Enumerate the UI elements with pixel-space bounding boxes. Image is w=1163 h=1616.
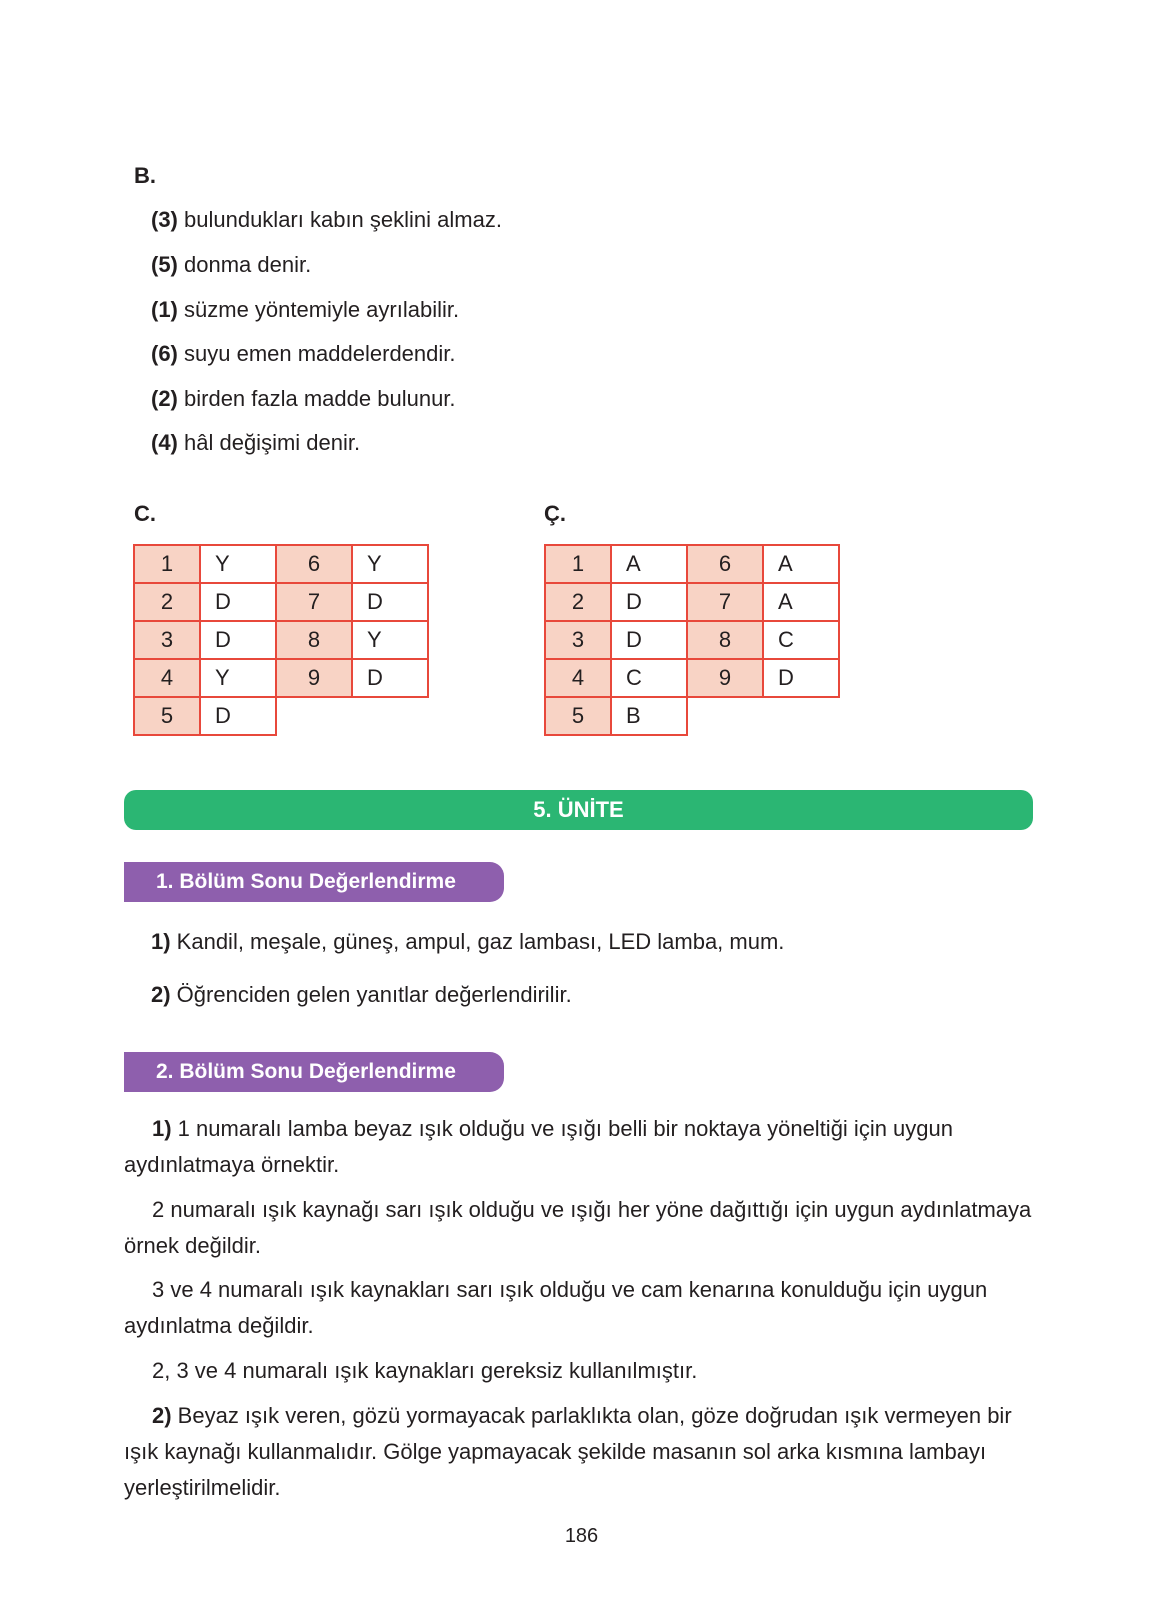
answer-table-cc (544, 544, 840, 736)
table-row (134, 545, 428, 583)
item-number: 1) (151, 929, 171, 954)
table-cell: D (200, 583, 276, 621)
item-number: (6) (151, 341, 178, 366)
item-text: suyu emen maddelerdendir. (177, 341, 456, 366)
item-text: süzme yöntemiyle ayrılabilir. (177, 297, 460, 322)
eval2-paragraph (124, 1111, 1036, 1183)
page-number: 186 (564, 1525, 599, 1547)
paragraph-text: 2, 3 ve 4 numaralı ışık kaynakları gereksiz kullanılmıştır. (152, 1358, 698, 1383)
table-row (134, 659, 428, 697)
table-cell: D (352, 659, 428, 697)
table-cell: 3 (545, 621, 611, 659)
eval1-item (151, 929, 784, 955)
table-cell: D (611, 621, 687, 659)
eval1-item (151, 982, 572, 1008)
section-b-item (151, 252, 311, 278)
section-cc-label: Ç. (544, 501, 566, 526)
section-b-item (151, 341, 456, 367)
item-number: 2) (151, 982, 171, 1007)
item-number: (2) (151, 386, 178, 411)
item-number: (3) (151, 207, 178, 232)
unit-title-bar: 5. ÜNİTE (124, 790, 1033, 830)
section-b-label: B. (134, 163, 156, 188)
table-cell: 2 (134, 583, 200, 621)
eval2-title: 2. Bölüm Sonu Değerlendirme (124, 1052, 504, 1092)
table-cell: Y (200, 545, 276, 583)
section-b-item (151, 430, 360, 456)
item-number: (1) (151, 297, 178, 322)
item-text: birden fazla madde bulunur. (177, 386, 456, 411)
table-cell: Y (352, 621, 428, 659)
answer-table-c (133, 544, 429, 736)
paragraph-text: 2 numaralı ışık kaynağı sarı ışık olduğu ve ışığı her yöne dağıttığı için uygun aydınlatmaya örnek değildir. (124, 1197, 1032, 1258)
item-number: 1) (152, 1116, 172, 1141)
eval1-title: 1. Bölüm Sonu Değerlendirme (124, 862, 504, 902)
table-cell: 9 (276, 659, 352, 697)
table-cell: 8 (687, 621, 763, 659)
item-number: (5) (151, 252, 178, 277)
table-cell: A (611, 545, 687, 583)
table-cell: 4 (545, 659, 611, 697)
paragraph-text: Beyaz ışık veren, gözü yormayacak parlaklıkta olan, göze doğrudan ışık vermeyen bir ışık kaynağı kullanmalıdır. Gölge yapmayacak şekilde masanın sol arka kısmına lambayı yerleştirilmelidir. (124, 1403, 1012, 1500)
section-b-item (151, 207, 502, 233)
table-cell: D (200, 621, 276, 659)
table-cell: 4 (134, 659, 200, 697)
table-cell: 7 (687, 583, 763, 621)
table-cell: 6 (276, 545, 352, 583)
paragraph-text: 1 numaralı lamba beyaz ışık olduğu ve ışığı belli bir noktaya yöneltiği için uygun aydınlatmaya örnektir. (124, 1116, 953, 1177)
table-row (545, 621, 839, 659)
item-text: bulundukları kabın şeklini almaz. (177, 207, 502, 232)
table-row (134, 583, 428, 621)
item-text: Kandil, meşale, güneş, ampul, gaz lambası, LED lamba, mum. (170, 929, 785, 954)
eval2-paragraph (124, 1398, 1036, 1506)
table-cell: 2 (545, 583, 611, 621)
paragraph-text: 3 ve 4 numaralı ışık kaynakları sarı ışık olduğu ve cam kenarına konulduğu için uygun aydınlatma değildir. (124, 1277, 988, 1338)
section-c-label: C. (134, 501, 156, 526)
section-b-item (151, 386, 456, 412)
eval2-paragraph (124, 1353, 1036, 1389)
table-row (545, 583, 839, 621)
table-cell: C (763, 621, 839, 659)
item-number: (4) (151, 430, 178, 455)
table-row (545, 545, 839, 583)
table-cell: A (763, 583, 839, 621)
table-cell: 8 (276, 621, 352, 659)
table-cell: 1 (134, 545, 200, 583)
table-cell: Y (200, 659, 276, 697)
item-number: 2) (152, 1403, 172, 1428)
table-cell: 7 (276, 583, 352, 621)
table-cell: A (763, 545, 839, 583)
eval2-paragraph (124, 1192, 1036, 1264)
table-cell: 5 (134, 697, 200, 735)
table-cell: 3 (134, 621, 200, 659)
table-cell: 9 (687, 659, 763, 697)
table-cell: D (200, 697, 276, 735)
table-cell: 6 (687, 545, 763, 583)
table-cell: Y (352, 545, 428, 583)
table-cell: 5 (545, 697, 611, 735)
table-cell: 1 (545, 545, 611, 583)
table-cell: D (611, 583, 687, 621)
eval2-paragraph (124, 1272, 1036, 1344)
item-text: donma denir. (177, 252, 312, 277)
table-cell: B (611, 697, 687, 735)
table-row (545, 697, 839, 735)
table-cell: D (352, 583, 428, 621)
item-text: hâl değişimi denir. (177, 430, 361, 455)
table-cell: D (763, 659, 839, 697)
table-row (134, 621, 428, 659)
item-text: Öğrenciden gelen yanıtlar değerlendirilir. (170, 982, 572, 1007)
table-cell: C (611, 659, 687, 697)
table-row (134, 697, 428, 735)
section-b-item (151, 297, 459, 323)
table-row (545, 659, 839, 697)
